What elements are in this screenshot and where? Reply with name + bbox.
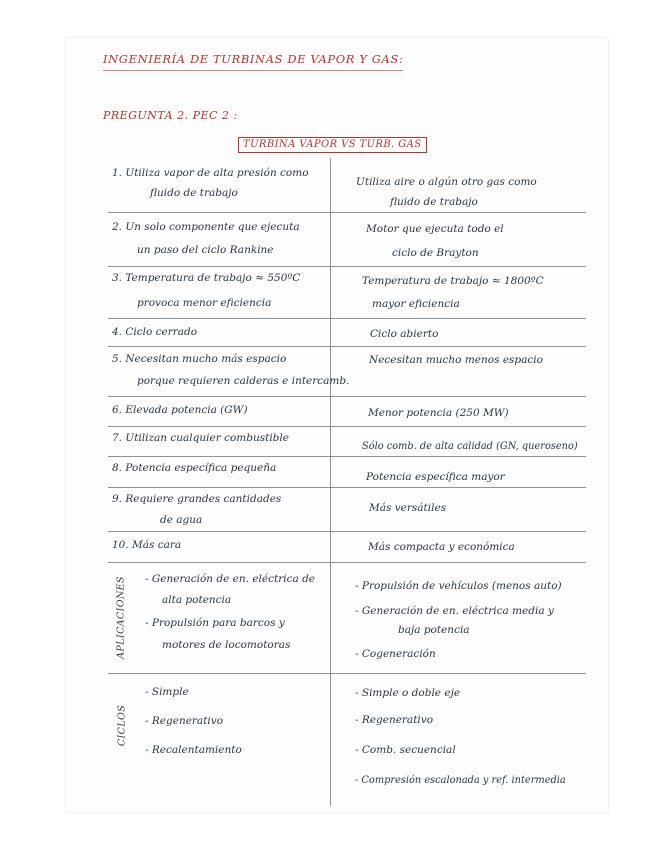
row2-left-line1: 2. Un solo componente que ejecuta [112, 221, 300, 233]
aplicaciones-left-line4: motores de locomotoras [162, 639, 291, 651]
row-separator [108, 562, 586, 563]
question-label: PREGUNTA 2. PEC 2 : [103, 109, 238, 122]
ciclos-left-line3: - Recalentamiento [145, 744, 242, 756]
aplicaciones-label: APLICACIONES [115, 576, 127, 659]
row9-right: Más versátiles [369, 502, 447, 514]
row3-right-line1: Temperatura de trabajo ≈ 1800ºC [362, 275, 544, 287]
row7-right: Sólo comb. de alta calidad (GN, queroseno) [362, 441, 578, 452]
column-divider [330, 158, 331, 806]
row8-left: 8. Potencia específica pequeña [112, 462, 277, 474]
row3-left-line2: provoca menor eficiencia [137, 297, 272, 309]
row5-left-line2: porque requieren calderas e intercamb. [137, 375, 350, 387]
ciclos-right-line4: - Compresión escalonada y ref. intermedia [355, 775, 566, 786]
row3-left-line1: 3. Temperatura de trabajo ≈ 550ºC [112, 272, 301, 284]
aplicaciones-left-line3: - Propulsión para barcos y [145, 617, 285, 629]
page-title: INGENIERÍA DE TURBINAS DE VAPOR Y GAS: [103, 52, 404, 66]
row3-right-line2: mayor eficiencia [372, 298, 460, 310]
row7-left: 7. Utilizan cualquier combustible [112, 432, 289, 444]
aplicaciones-right-line4: - Cogeneración [355, 648, 436, 660]
row6-left: 6. Elevada potencia (GW) [112, 404, 248, 416]
row9-left-line2: de agua [160, 514, 203, 526]
row2-right-line2: ciclo de Brayton [392, 247, 479, 259]
row-separator [108, 487, 586, 488]
row-separator [108, 396, 586, 397]
row9-left-line1: 9. Requiere grandes cantidades [112, 493, 282, 505]
ciclos-right-line1: - Simple o doble eje [355, 687, 461, 699]
row6-right: Menor potencia (250 MW) [368, 407, 509, 419]
title-underline [103, 70, 403, 71]
row4-right: Ciclo abierto [370, 328, 439, 340]
ciclos-label: CICLOS [116, 704, 128, 747]
table-heading: TURBINA VAPOR VS TURB. GAS [238, 137, 427, 153]
row-separator [108, 346, 586, 347]
row10-right: Más compacta y económica [368, 541, 515, 553]
row1-left-line1: 1. Utiliza vapor de alta presión como [112, 167, 309, 179]
row1-left-line2: fluido de trabajo [150, 187, 238, 199]
ciclos-left-line1: - Simple [145, 686, 189, 698]
ciclos-right-line3: - Comb. secuencial [355, 744, 456, 756]
row-separator [108, 266, 586, 267]
row5-right: Necesitan mucho menos espacio [369, 354, 543, 366]
row1-right-line1: Utiliza aire o algún otro gas como [356, 176, 537, 188]
row-separator [108, 673, 586, 674]
row-separator [108, 318, 586, 319]
row-separator [108, 531, 586, 532]
row10-left: 10. Más cara [112, 539, 182, 551]
row4-left: 4. Ciclo cerrado [112, 326, 198, 338]
aplicaciones-left-line1: - Generación de en. eléctrica de [145, 573, 316, 585]
row-separator [108, 426, 586, 427]
row-separator [108, 212, 586, 213]
row-separator [108, 456, 586, 457]
aplicaciones-left-line2: alta potencia [162, 594, 232, 606]
row2-right-line1: Motor que ejecuta todo el [366, 223, 504, 235]
row2-left-line2: un paso del ciclo Rankine [137, 244, 274, 256]
row1-right-line2: fluido de trabajo [390, 196, 478, 208]
aplicaciones-right-line3: baja potencia [398, 624, 470, 636]
aplicaciones-right-line2: - Generación de en. eléctrica media y [355, 605, 554, 617]
ciclos-left-line2: - Regenerativo [145, 715, 224, 727]
row8-right: Potencia específica mayor [366, 471, 505, 483]
row5-left-line1: 5. Necesitan mucho más espacio [112, 353, 287, 365]
ciclos-right-line2: - Regenerativo [355, 714, 434, 726]
aplicaciones-right-line1: - Propulsión de vehículos (menos auto) [355, 580, 562, 592]
